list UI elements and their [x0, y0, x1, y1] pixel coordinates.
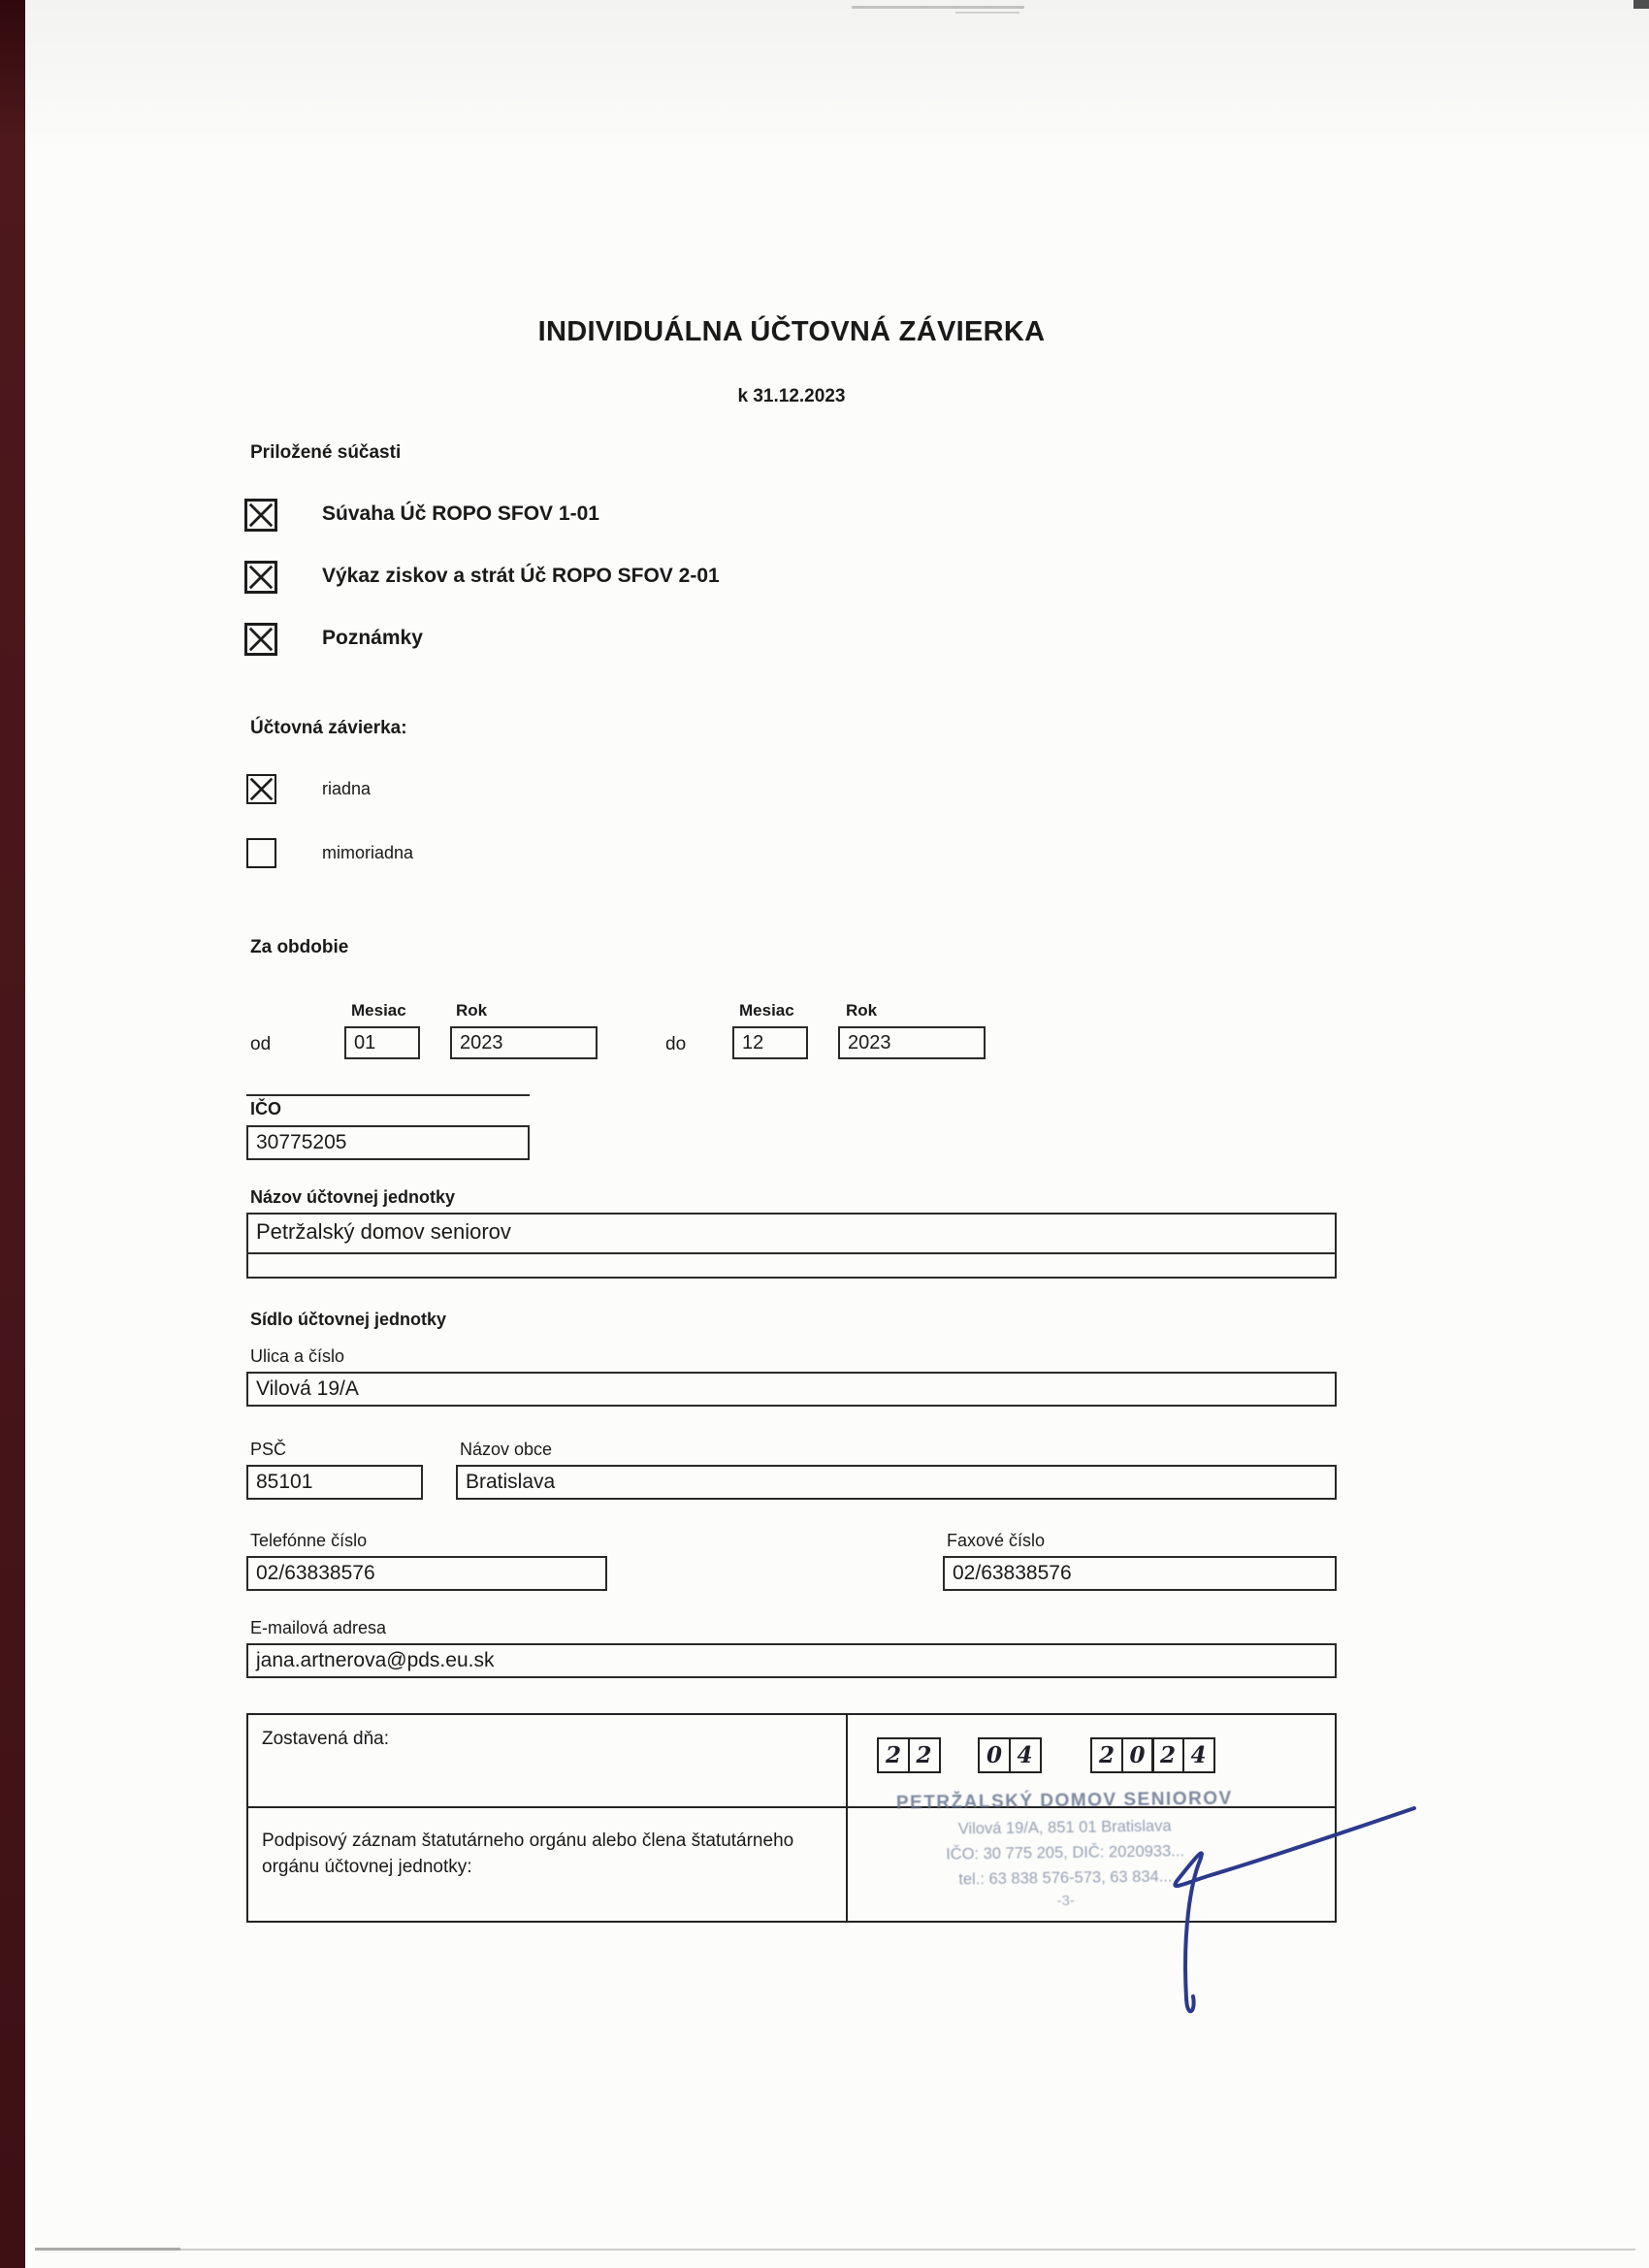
date-digit: 2	[877, 1737, 910, 1773]
document-title: INDIVIDUÁLNA ÚČTOVNÁ ZÁVIERKA	[537, 316, 1046, 347]
psc-label: PSČ	[250, 1440, 287, 1459]
statement-option-label-mimoriadna: mimoriadna	[322, 843, 414, 862]
scan-corner-mark	[1633, 0, 1649, 9]
street-field: Vilová 19/A	[246, 1372, 1337, 1407]
date-digit: 2	[1151, 1737, 1184, 1773]
date-year-boxes	[1090, 1737, 1215, 1773]
city-field: Bratislava	[456, 1465, 1337, 1500]
from-month-field: 01	[344, 1026, 420, 1059]
handwritten-signature	[1106, 1779, 1426, 2051]
to-month-label: Mesiac	[739, 1001, 794, 1020]
to-year-field: 2023	[838, 1026, 986, 1059]
date-month-boxes	[978, 1737, 1042, 1773]
x-mark-icon	[248, 776, 275, 802]
scan-bottom-line-dark	[35, 2248, 180, 2251]
from-month-label: Mesiac	[351, 1001, 406, 1020]
statement-type-heading: Účtovná závierka:	[250, 718, 407, 738]
email-label: E-mailová adresa	[250, 1618, 387, 1637]
scan-edge-strip	[0, 0, 25, 2268]
statement-option-label-riadna: riadna	[322, 779, 372, 798]
checkbox-poznamky	[244, 623, 277, 656]
ico-label: IČO	[250, 1099, 282, 1118]
ico-overline	[246, 1094, 530, 1096]
stamp-line: IČO: 30 775 205, DIČ: 2020933...	[946, 1842, 1185, 1863]
scan-bottom-line	[35, 2249, 1635, 2251]
phone-field: 02/63838576	[246, 1556, 607, 1591]
seat-heading: Sídlo účtovnej jednotky	[250, 1310, 447, 1329]
to-month-field: 12	[732, 1026, 808, 1059]
from-year-label: Rok	[456, 1001, 488, 1020]
stamp-line: -3-	[1056, 1892, 1076, 1910]
checkbox-vykaz	[244, 561, 277, 594]
x-mark-icon	[247, 502, 275, 529]
x-mark-icon	[247, 626, 275, 653]
compiled-date-label: Zostavená dňa:	[262, 1729, 389, 1749]
x-mark-icon	[247, 564, 275, 591]
checkbox-suvaha	[244, 499, 277, 532]
city-label: Názov obce	[460, 1440, 553, 1459]
entity-name-divider	[248, 1252, 1335, 1254]
entity-name-value: Petržalský domov seniorov	[256, 1219, 511, 1244]
email-field: jana.artnerova@pds.eu.sk	[246, 1643, 1337, 1678]
street-label: Ulica a číslo	[250, 1346, 345, 1366]
date-day-boxes	[877, 1737, 941, 1773]
from-year-field: 2023	[450, 1026, 598, 1059]
fax-label: Faxové číslo	[947, 1531, 1046, 1550]
date-digit: 2	[908, 1737, 941, 1773]
attachment-label-vykaz: Výkaz ziskov a strát Úč ROPO SFOV 2-01	[322, 565, 720, 587]
stamp-line: PETRŽALSKÝ DOMOV SENIOROV	[895, 1788, 1233, 1814]
signatory-label: Podpisový záznam štatutárneho orgánu alebo člena štatutárneho orgánu účtovnej jednotky:	[262, 1831, 794, 1877]
scan-top-smudge-2	[955, 12, 1019, 14]
date-digit: 2	[1090, 1737, 1123, 1773]
attachment-label-suvaha: Súvaha Úč ROPO SFOV 1-01	[322, 502, 599, 525]
date-digit: 0	[978, 1737, 1011, 1773]
attachments-heading: Priložené súčasti	[250, 442, 402, 463]
checkbox-riadna	[246, 774, 276, 804]
fax-field: 02/63838576	[943, 1556, 1337, 1591]
date-digit: 4	[1009, 1737, 1042, 1773]
from-label: od	[250, 1034, 272, 1054]
psc-field: 85101	[246, 1465, 423, 1500]
entity-name-field	[246, 1213, 1337, 1279]
ico-field: 30775205	[246, 1125, 530, 1160]
stamp-line: Vilová 19/A, 851 01 Bratislava	[957, 1817, 1172, 1838]
period-heading: Za obdobie	[250, 937, 349, 957]
phone-label: Telefónne číslo	[250, 1531, 368, 1550]
document-date: k 31.12.2023	[737, 386, 846, 406]
to-label: do	[665, 1034, 687, 1054]
entity-name-label: Názov účtovnej jednotky	[250, 1187, 456, 1207]
attachment-label-poznamky: Poznámky	[322, 627, 423, 649]
date-digit: 0	[1121, 1737, 1154, 1773]
to-year-label: Rok	[846, 1001, 878, 1020]
checkbox-mimoriadna	[246, 838, 276, 868]
stamp-line: tel.: 63 838 576-573, 63 834...	[958, 1867, 1173, 1889]
date-digit: 4	[1182, 1737, 1215, 1773]
scan-top-smudge	[852, 6, 1024, 9]
scan-top-shade	[0, 0, 1649, 155]
